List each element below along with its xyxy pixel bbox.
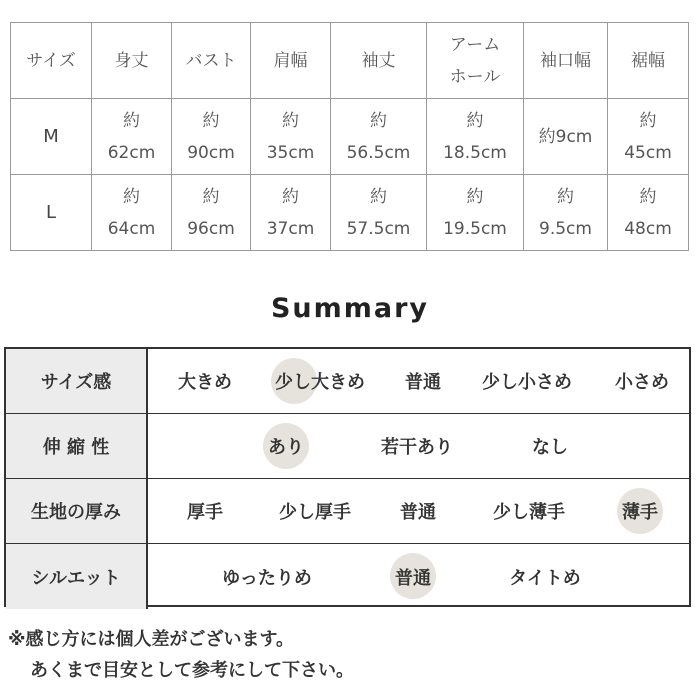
summary-option-label: タイトめ — [509, 567, 581, 589]
summary-option-label: 大きめ — [178, 372, 232, 393]
header-length: 身丈 — [92, 23, 172, 99]
summary-option — [160, 349, 250, 413]
size-value-cell: 約 62cm — [92, 99, 172, 175]
summary-option-label: 少し大きめ — [275, 372, 365, 393]
summary-row-label: サイズ感 — [6, 349, 148, 413]
size-value-cell: 約 35cm — [251, 99, 331, 175]
note-line-1: ※感じ方には個人差がございます。 — [8, 629, 295, 650]
summary-option-label: 普通 — [395, 567, 431, 589]
summary-row — [6, 414, 689, 479]
summary-option-label: 若干あり — [381, 437, 453, 458]
summary-option — [260, 479, 370, 543]
summary-option — [260, 349, 380, 413]
summary-title: Summary — [270, 293, 430, 324]
summary-row — [6, 479, 689, 544]
summary-option — [490, 544, 600, 609]
summary-option — [207, 544, 327, 609]
summary-option — [597, 349, 687, 413]
summary-row-label: 伸 縮 性 — [6, 414, 148, 478]
summary-option-label: 少し小さめ — [482, 372, 572, 393]
size-row — [11, 99, 689, 175]
summary-option-label: ゆったりめ — [222, 567, 312, 589]
size-value-cell: 約 90cm — [172, 99, 251, 175]
summary-option — [241, 414, 331, 478]
summary-option — [505, 414, 595, 478]
size-value-cell: 約 96cm — [172, 175, 251, 251]
size-label: L — [11, 175, 92, 251]
size-row — [11, 175, 689, 251]
size-table-header-row — [11, 23, 689, 99]
size-value-cell: 約 37cm — [251, 175, 331, 251]
size-table — [10, 22, 689, 251]
summary-option-label: 普通 — [405, 372, 441, 393]
size-value-cell: 約9cm — [524, 99, 608, 175]
size-value-cell: 約 45cm — [608, 99, 689, 175]
header-cuff: 袖口幅 — [524, 23, 608, 99]
summary-option — [388, 349, 458, 413]
summary-option-label: あり — [268, 437, 304, 458]
summary-option — [474, 479, 584, 543]
size-value-cell: 約 18.5cm — [427, 99, 524, 175]
summary-table — [4, 347, 691, 607]
header-shoulder: 肩幅 — [251, 23, 331, 99]
summary-row-label: シルエット — [6, 544, 148, 609]
summary-option-label: 薄手 — [622, 502, 658, 523]
summary-option — [467, 349, 587, 413]
header-size: サイズ — [11, 23, 92, 99]
header-sleeve: 袖丈 — [331, 23, 427, 99]
note-line-2: あくまで目安として参考にして下さい。 — [30, 660, 354, 681]
summary-option — [378, 544, 448, 609]
size-value-cell: 約 64cm — [92, 175, 172, 251]
summary-option — [605, 479, 675, 543]
size-value-cell: 約 57.5cm — [331, 175, 427, 251]
summary-option-label: なし — [532, 437, 568, 458]
header-bust: バスト — [172, 23, 251, 99]
summary-row — [6, 349, 689, 414]
summary-option — [160, 479, 250, 543]
summary-option — [362, 414, 472, 478]
size-value-cell: 約 19.5cm — [427, 175, 524, 251]
summary-row-label: 生地の厚み — [6, 479, 148, 543]
summary-option-label: 普通 — [400, 502, 436, 523]
header-armhole: アーム ホール — [427, 23, 524, 99]
summary-option-label: 少し厚手 — [279, 502, 351, 523]
size-value-cell: 約 48cm — [608, 175, 689, 251]
size-label: M — [11, 99, 92, 175]
header-hem: 裾幅 — [608, 23, 689, 99]
summary-option-label: 厚手 — [187, 502, 223, 523]
size-value-cell: 約 9.5cm — [524, 175, 608, 251]
summary-option-label: 小さめ — [615, 372, 669, 393]
summary-option-label: 少し薄手 — [493, 502, 565, 523]
size-value-cell: 約 56.5cm — [331, 99, 427, 175]
summary-row — [6, 544, 689, 609]
summary-option — [383, 479, 453, 543]
